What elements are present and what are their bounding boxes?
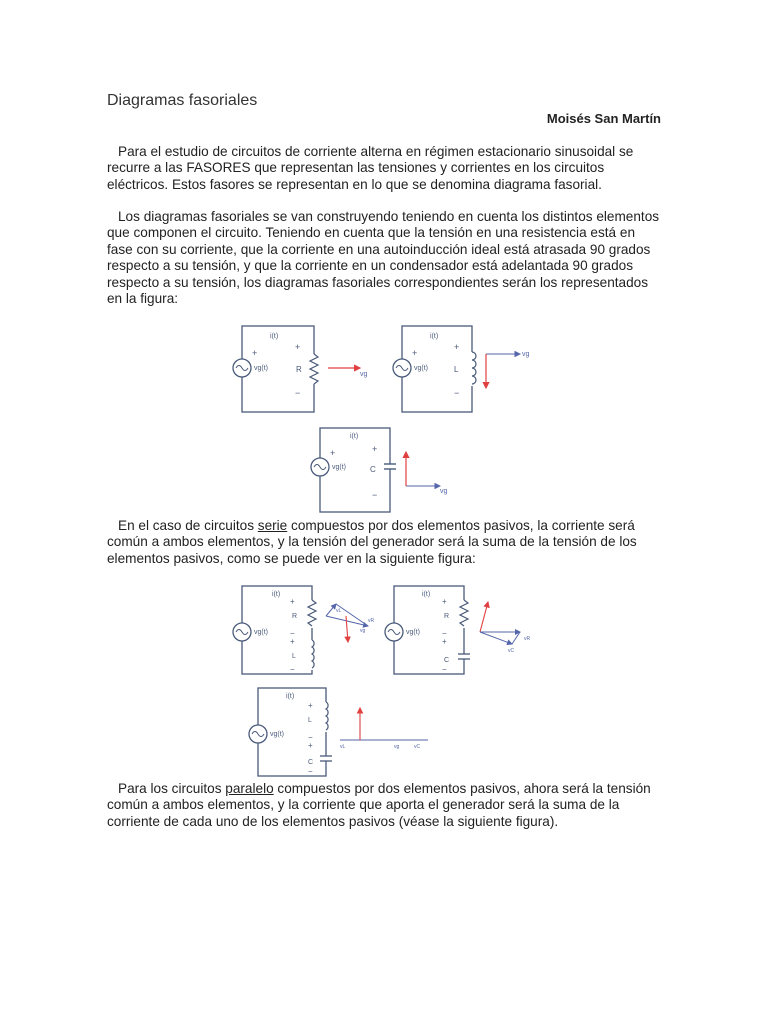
plus-sign: +	[290, 597, 295, 606]
paragraph-parallel-after: compuestos por dos elementos pasivos, ahora será la tensión común a ambos elementos, y la corriente que aporta el generador será la suma de la corriente de cada uno de los elementos pasivos (véase la siguiente figura).	[107, 781, 651, 829]
inductor-label: L	[308, 717, 312, 724]
capacitor-label: C	[308, 759, 314, 766]
plus-sign: +	[290, 637, 295, 646]
plus-sign: +	[372, 444, 378, 454]
phasor-vc-label: vC	[414, 744, 421, 750]
phasor-current	[346, 616, 348, 642]
current-label: i(t)	[272, 591, 281, 598]
inductor-gap	[322, 702, 330, 732]
phasor-vg	[480, 632, 512, 644]
circuit-rl-series	[233, 586, 375, 674]
paragraph-diagrams	[107, 209, 663, 307]
paragraph-series-before: En el caso de circuitos	[118, 518, 258, 533]
link-serie[interactable]: serie	[257, 518, 288, 533]
phasor-vr-label: vR	[524, 636, 531, 642]
phasor-current	[480, 602, 488, 632]
circuit-frame	[320, 428, 390, 512]
phasor-vg-label: vg	[440, 488, 448, 495]
minus-sign: −	[442, 629, 447, 638]
paragraph-intro	[107, 144, 663, 193]
capacitor-gap	[320, 756, 332, 761]
minus-sign: −	[454, 388, 460, 398]
inductor-label: L	[454, 365, 459, 374]
minus-sign: −	[372, 490, 378, 500]
plus-sign: +	[308, 741, 313, 750]
source-label: vg(t)	[414, 365, 428, 372]
current-label: i(t)	[350, 433, 359, 440]
plus-sign: +	[442, 637, 447, 646]
phasor-vg-label: vg	[394, 744, 400, 750]
capacitor-label: C	[444, 657, 450, 664]
page-title: Diagramas fasoriales	[107, 92, 258, 109]
paragraph-parallel	[107, 781, 663, 830]
circuit-frame	[258, 688, 326, 776]
link-paralelo[interactable]: paralelo	[225, 781, 274, 796]
current-label: i(t)	[270, 333, 279, 340]
plus-sign: +	[412, 348, 418, 358]
source-label: vg(t)	[270, 731, 284, 738]
circuit-rc-series	[385, 586, 531, 674]
paragraph-series	[107, 518, 663, 567]
minus-sign: −	[295, 388, 301, 398]
current-label: i(t)	[430, 333, 439, 340]
capacitor-label: C	[370, 465, 376, 474]
resistor-label: R	[444, 613, 450, 620]
inductor-gap	[308, 640, 316, 670]
minus-sign: −	[442, 665, 447, 674]
minus-sign: −	[308, 767, 313, 776]
minus-sign: −	[290, 629, 295, 638]
phasor-vg-label: vg	[360, 371, 368, 378]
circuit-inductor	[393, 326, 530, 412]
phasor-vc	[512, 632, 520, 644]
resistor-label: R	[296, 365, 302, 374]
figure-series-circuits	[228, 580, 558, 780]
figure-single-elements	[228, 318, 548, 518]
minus-sign: −	[290, 665, 295, 674]
capacitor-gap	[458, 654, 470, 659]
paragraph-intro-text: Para el estudio de circuitos de corriente alterna en régimen estacionario sinusoidal se recurre a las FASORES que representan las tensiones y corrientes en los circuitos eléctricos. Estos fasores se representan en lo que se denomina diagrama fasorial.	[107, 144, 634, 192]
paragraph-parallel-before: Para los circuitos	[118, 781, 226, 796]
current-label: i(t)	[286, 693, 295, 700]
source-label: vg(t)	[406, 629, 420, 636]
capacitor-gap	[384, 464, 396, 469]
phasor-vl-label: vL	[336, 608, 342, 614]
minus-sign: −	[308, 733, 313, 742]
plus-sign: +	[330, 448, 336, 458]
circuit-frame	[394, 586, 464, 674]
source-label: vg(t)	[332, 464, 346, 471]
plus-sign: +	[295, 342, 301, 352]
paragraph-diagrams-text: Los diagramas fasoriales se van construyendo teniendo en cuenta los distintos elementos que componen el circuito. Teniendo en cuenta que la tensión en una resistencia está en fase con su corriente, que la corriente en una autoinducción ideal está atrasada 90 grados respecto a su tensión, y que la corriente en un condensador está adelantada 90 grados respecto a su tensión, los diagramas fasoriales correspondientes serán los representados en la figura:	[107, 209, 660, 307]
plus-sign: +	[442, 597, 447, 606]
resistor-label: R	[292, 613, 298, 620]
circuit-resistor	[233, 326, 368, 412]
paragraph-series-after: compuestos por dos elementos pasivos, la corriente será común a ambos elementos, y la tensión del generador será la suma de la tensión de los elementos pasivos, como se puede ver en la siguiente figura:	[107, 518, 637, 566]
plus-sign: +	[308, 701, 313, 710]
inductor-label: L	[292, 653, 296, 660]
phasor-vl	[326, 604, 336, 616]
phasor-vg-label: vg	[360, 628, 366, 634]
phasor-vr-label: vR	[368, 618, 375, 624]
phasor-vc-label: vC	[508, 648, 515, 654]
plus-sign: +	[252, 348, 258, 358]
circuit-capacitor	[311, 428, 448, 512]
circuit-frame	[242, 586, 312, 674]
phasor-vg-label: vg	[522, 351, 530, 358]
source-label: vg(t)	[254, 365, 268, 372]
plus-sign: +	[454, 342, 460, 352]
circuit-lc-series	[249, 688, 428, 776]
current-label: i(t)	[422, 591, 431, 598]
source-label: vg(t)	[254, 629, 268, 636]
author-name: Moisés San Martín	[546, 111, 661, 126]
phasor-vl-label: vL	[340, 744, 346, 750]
